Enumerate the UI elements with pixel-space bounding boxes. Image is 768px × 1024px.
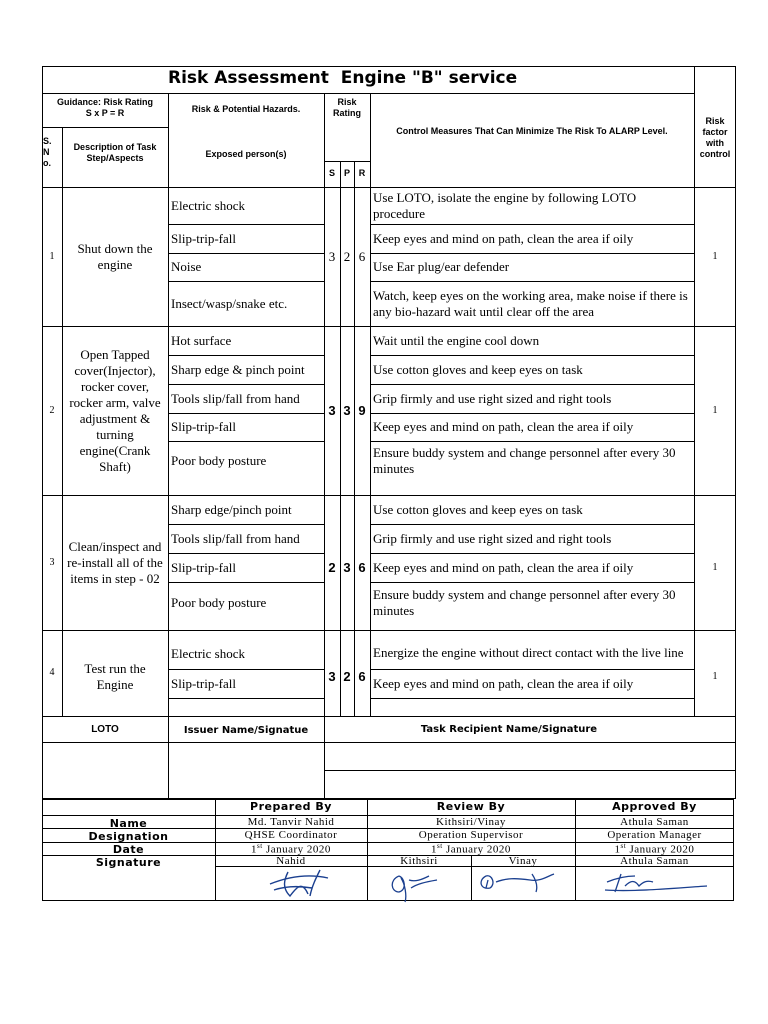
row-3-hazard-2: Tools slip/fall from hand — [171, 530, 300, 546]
row-1-control-2: Keep eyes and mind on path, clean the area if oily — [373, 230, 634, 246]
row-3-risk-factor: 1 — [712, 561, 718, 573]
row-2-control-1: Wait until the engine cool down — [373, 332, 540, 348]
row-4-control-1: Energize the engine without direct contact with the live line — [373, 644, 684, 660]
row-1-control-1: Use LOTO, isolate the engine by following LOTO procedure — [373, 189, 637, 221]
row-4-r: 6 — [358, 669, 366, 684]
row-2-hazard-2: Sharp edge & pinch point — [171, 361, 305, 377]
row-1-s: 3 — [328, 248, 336, 264]
row-3-control-3: Keep eyes and mind on path, clean the area if oily — [373, 559, 634, 575]
prepared-by-designation: QHSE Coordinator — [244, 829, 338, 841]
row-4-risk-factor: 1 — [712, 671, 718, 682]
row-1-p: 2 — [343, 248, 351, 264]
signoff-signature-label: Signature — [95, 856, 162, 869]
row-3-sno: 3 — [49, 556, 55, 568]
row-2-control-2: Use cotton gloves and keep eyes on task — [373, 361, 583, 377]
row-2-control-5: Ensure buddy system and change personnel after every 30 minutes — [373, 445, 676, 476]
review-by-date: 1st January 2020 — [431, 842, 511, 856]
row-2-r: 9 — [358, 402, 366, 418]
risk-hazards-header: Risk & Potential Hazards. — [191, 104, 301, 114]
approved-by-designation: Operation Manager — [607, 829, 702, 841]
row-2-task: Open Tapped cover(Injector), rocker cover, rocker arm, valve adjustment & turning engine(Crank Shaft) — [69, 346, 161, 474]
row-1-sno: 1 — [49, 250, 55, 262]
recipient-label: Task Recipient Name/Signature — [420, 724, 598, 735]
row-4-hazard-2: Slip-trip-fall — [171, 675, 236, 691]
s-header: S — [328, 168, 335, 178]
review-by-sig-name-1: Kithsiri — [400, 855, 438, 867]
review-by-designation: Operation Supervisor — [418, 829, 524, 841]
review-by-name: Kithsiri/Vinay — [436, 816, 506, 828]
p-header: P — [343, 168, 350, 178]
signoff-name-label: Name — [109, 817, 148, 830]
row-1-r: 6 — [358, 248, 366, 264]
prepared-by-sig-name: Nahid — [276, 855, 306, 867]
row-1-hazard-3: Noise — [171, 259, 202, 274]
row-4-hazard-1: Electric shock — [171, 645, 245, 661]
prepared-by-heading: Prepared By — [250, 800, 332, 813]
signoff-designation-label: Designation — [88, 830, 169, 843]
page-title: Risk Assessment Engine "B" service — [168, 68, 518, 88]
row-1-hazard-2: Slip-trip-fall — [171, 230, 236, 246]
approved-by-signature — [595, 868, 715, 896]
row-3-s: 2 — [328, 559, 336, 575]
row-3-control-2: Grip firmly and use right sized and right tools — [373, 530, 612, 546]
guidance-label: Guidance: Risk Rating S x P = R — [56, 97, 154, 118]
prepared-by-date: 1st January 2020 — [251, 842, 331, 856]
review-by-heading: Review By — [436, 800, 506, 813]
row-2-hazard-1: Hot surface — [171, 332, 232, 348]
row-4-task: Test run the Engine — [84, 661, 146, 692]
row-2-risk-factor: 1 — [712, 404, 718, 416]
row-3-hazard-4: Poor body posture — [171, 595, 267, 610]
row-3-control-1: Use cotton gloves and keep eyes on task — [373, 501, 583, 517]
row-3-hazard-3: Slip-trip-fall — [171, 559, 236, 575]
row-1-risk-factor: 1 — [712, 250, 718, 262]
row-2-p: 3 — [343, 402, 351, 418]
row-2-control-3: Grip firmly and use right sized and right tools — [373, 390, 612, 406]
risk-factor-header: Risk factor with control — [699, 116, 731, 159]
row-4-p: 2 — [343, 669, 351, 684]
control-measures-header: Control Measures That Can Minimize The Risk To ALARP Level. — [396, 126, 668, 136]
approved-by-date: 1st January 2020 — [614, 842, 695, 856]
row-1-control-3: Use Ear plug/ear defender — [373, 259, 510, 274]
row-2-hazard-4: Slip-trip-fall — [171, 419, 236, 434]
exposed-header: Exposed person(s) — [205, 149, 287, 159]
row-2-s: 3 — [328, 402, 336, 418]
title-divider — [42, 93, 694, 94]
signoff-date-label: Date — [112, 843, 145, 856]
row-4-s: 3 — [328, 669, 336, 684]
review-by-sig-name-2: Vinay — [508, 855, 538, 867]
sno-header: S. N o. — [43, 136, 52, 168]
row-3-control-4: Ensure buddy system and change personnel after every 30 minutes — [373, 587, 676, 618]
row-1-task: Shut down the engine — [77, 240, 153, 272]
row-4-control-2: Keep eyes and mind on path, clean the area if oily — [373, 675, 634, 691]
row-3-task: Clean/inspect and re-install all of the items in step - 02 — [67, 538, 163, 586]
row-2-sno: 2 — [49, 404, 55, 416]
row-2-hazard-5: Poor body posture — [171, 453, 267, 468]
row-1-hazard-4: Insect/wasp/snake etc. — [171, 295, 288, 311]
row-2-control-4: Keep eyes and mind on path, clean the area if oily — [373, 419, 634, 434]
row-1-control-4: Watch, keep eyes on the working area, make noise if there is any bio-hazard wait until clear off the area — [373, 287, 688, 319]
row-1-hazard-1: Electric shock — [171, 197, 245, 213]
approved-by-heading: Approved By — [612, 800, 697, 813]
review-by-signature-1 — [385, 866, 455, 902]
row-4-sno: 4 — [49, 667, 55, 678]
row-2-hazard-3: Tools slip/fall from hand — [171, 390, 300, 406]
issuer-label: Issuer Name/Signatue — [183, 725, 309, 736]
approved-by-name: Athula Saman — [620, 816, 689, 828]
r-header: R — [358, 168, 366, 178]
row-3-hazard-1: Sharp edge/pinch point — [171, 501, 292, 517]
risk-rating-header: Risk Rating — [333, 97, 361, 118]
approved-by-sig-name: Athula Saman — [620, 855, 689, 867]
row-3-p: 3 — [343, 559, 351, 575]
prepared-by-name: Md. Tanvir Nahid — [247, 816, 335, 828]
review-by-signature-2 — [476, 866, 566, 896]
loto-label: LOTO — [91, 724, 119, 735]
row-3-r: 6 — [358, 559, 366, 575]
description-header: Description of Task Step/Aspects — [73, 142, 157, 163]
prepared-by-signature — [250, 866, 350, 900]
